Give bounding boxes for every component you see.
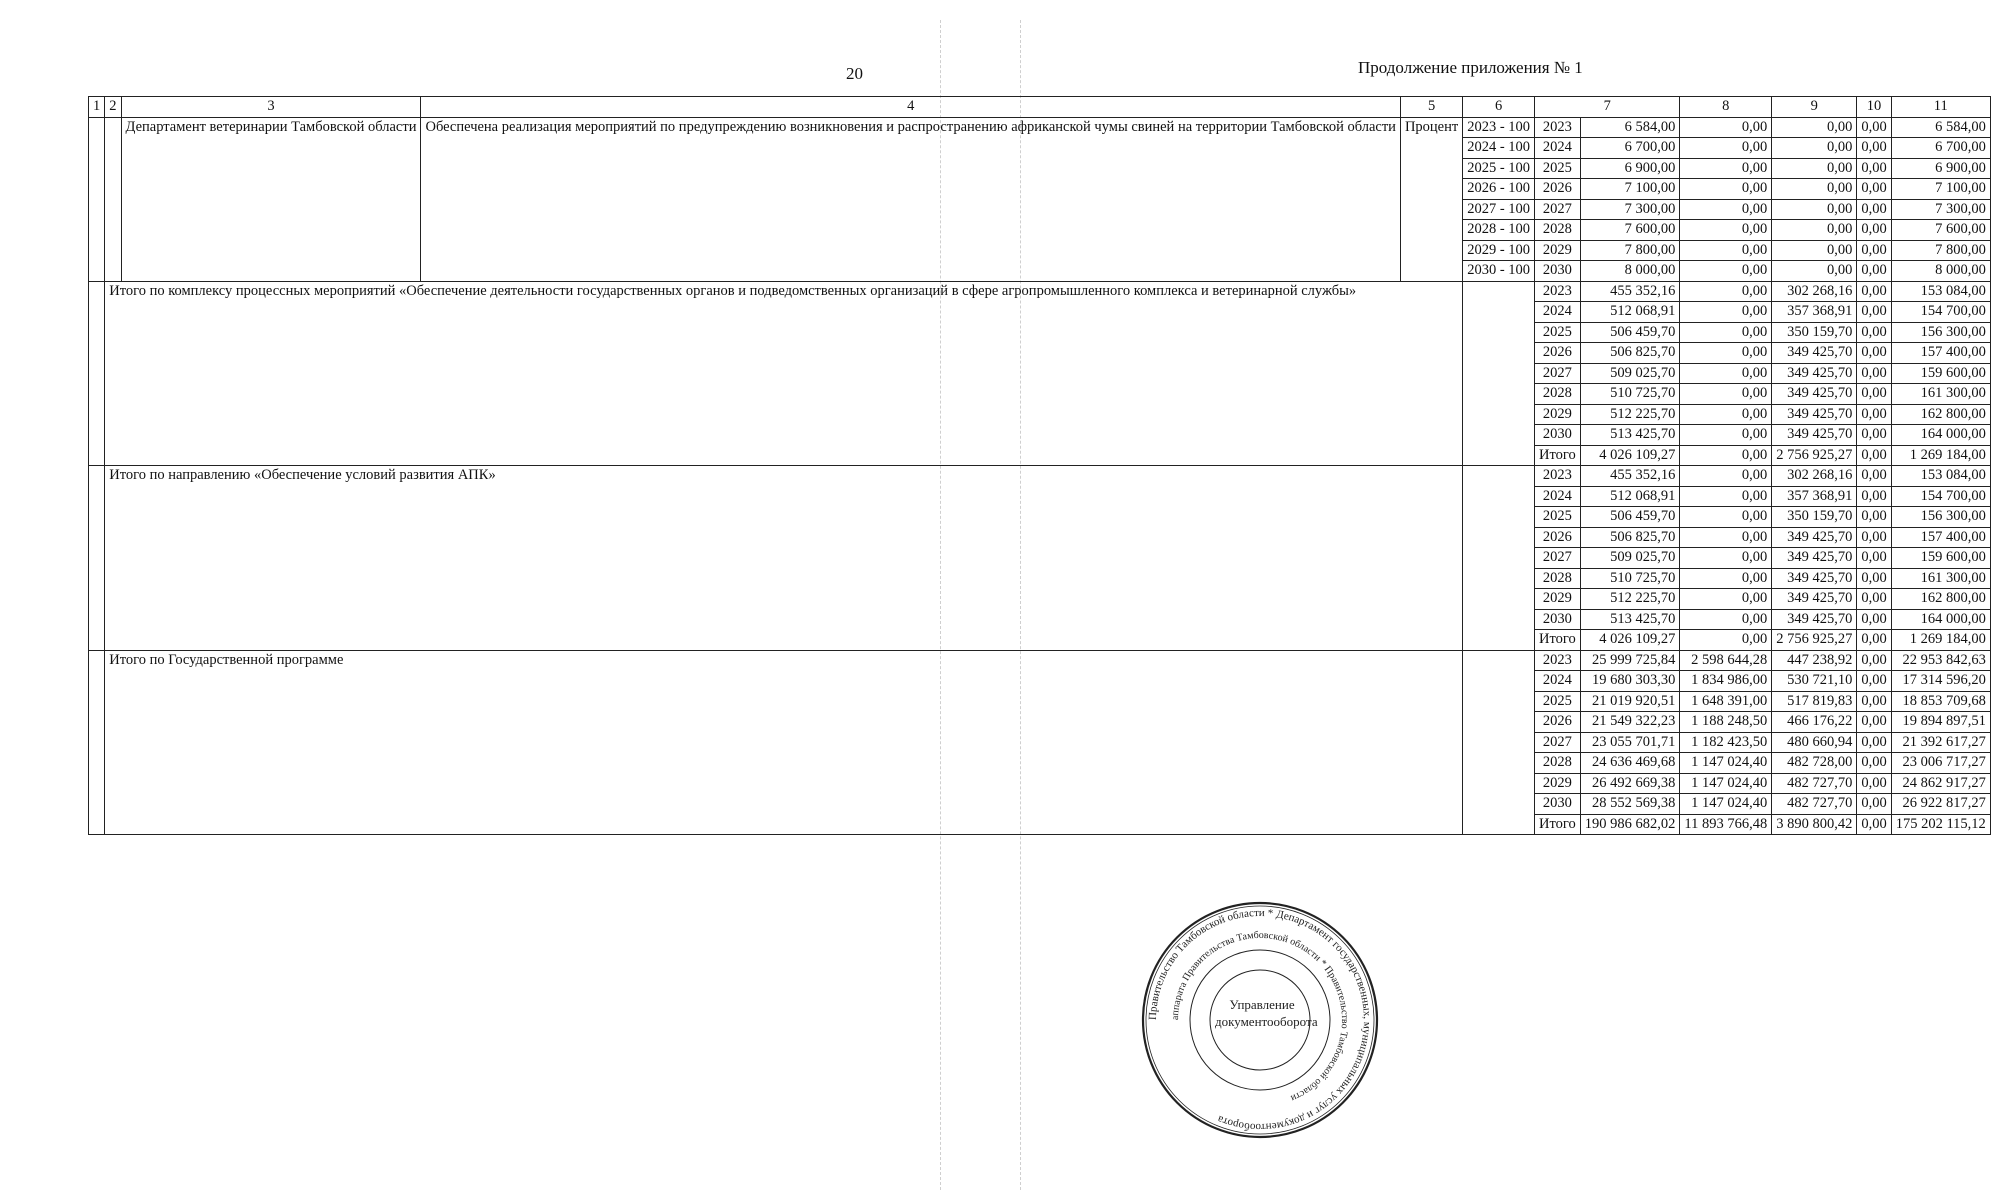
year-cell: 2024 bbox=[1535, 486, 1581, 507]
amount-cell: 482 727,70 bbox=[1772, 773, 1857, 794]
amount-cell: 0,00 bbox=[1680, 507, 1772, 528]
amount-cell: 0,00 bbox=[1857, 158, 1891, 179]
target-value: 2024 - 100 bbox=[1463, 138, 1535, 159]
amount-cell: 7 300,00 bbox=[1891, 199, 1990, 220]
column-number: 10 bbox=[1857, 97, 1891, 118]
table-row bbox=[89, 466, 1991, 487]
year-cell: 2029 bbox=[1535, 589, 1581, 610]
target-value: 2029 - 100 bbox=[1463, 240, 1535, 261]
amount-cell: 0,00 bbox=[1857, 527, 1891, 548]
cell-empty bbox=[1463, 281, 1535, 466]
measure-description: Обеспечена реализация мероприятий по предупреждению возникновения и распространению африканской чумы свиней на территории Тамбовской области bbox=[421, 117, 1400, 281]
table-row bbox=[89, 117, 1991, 138]
cell-empty bbox=[89, 466, 105, 651]
budget-table bbox=[88, 96, 1991, 835]
amount-cell: 0,00 bbox=[1680, 404, 1772, 425]
amount-cell: 530 721,10 bbox=[1772, 671, 1857, 692]
year-cell: 2026 bbox=[1535, 712, 1581, 733]
amount-cell: 0,00 bbox=[1857, 671, 1891, 692]
amount-cell: 0,00 bbox=[1680, 466, 1772, 487]
year-cell: 2027 bbox=[1535, 548, 1581, 569]
amount-cell: 0,00 bbox=[1857, 240, 1891, 261]
amount-cell: 0,00 bbox=[1857, 117, 1891, 138]
amount-cell: 0,00 bbox=[1772, 179, 1857, 200]
amount-cell: 0,00 bbox=[1857, 589, 1891, 610]
target-value: 2023 - 100 bbox=[1463, 117, 1535, 138]
year-cell: 2028 bbox=[1535, 384, 1581, 405]
amount-cell: 302 268,16 bbox=[1772, 466, 1857, 487]
amount-cell: 349 425,70 bbox=[1772, 363, 1857, 384]
cell-empty bbox=[105, 117, 121, 281]
amount-cell: 349 425,70 bbox=[1772, 609, 1857, 630]
year-cell: 2023 bbox=[1535, 281, 1581, 302]
amount-cell: 2 756 925,27 bbox=[1772, 445, 1857, 466]
target-value: 2030 - 100 bbox=[1463, 261, 1535, 282]
amount-cell: 0,00 bbox=[1857, 363, 1891, 384]
amount-cell: 6 584,00 bbox=[1580, 117, 1680, 138]
amount-cell: 510 725,70 bbox=[1580, 568, 1680, 589]
amount-cell: 482 728,00 bbox=[1772, 753, 1857, 774]
amount-cell: 466 176,22 bbox=[1772, 712, 1857, 733]
amount-cell: 0,00 bbox=[1857, 548, 1891, 569]
seal-line: документооборота bbox=[1215, 1014, 1318, 1029]
amount-cell: 517 819,83 bbox=[1772, 691, 1857, 712]
amount-cell: 6 900,00 bbox=[1580, 158, 1680, 179]
column-number: 6 bbox=[1463, 97, 1535, 118]
year-cell: 2025 bbox=[1535, 691, 1581, 712]
year-cell: 2030 bbox=[1535, 794, 1581, 815]
amount-cell: 2 598 644,28 bbox=[1680, 650, 1772, 671]
column-number-row bbox=[89, 97, 1991, 118]
year-cell: 2030 bbox=[1535, 261, 1581, 282]
total-label: Итого по комплексу процессных мероприятий «Обеспечение деятельности государственных органов и подведомственных организаций в сфере агропромышленного комплекса и ветеринарной службы» bbox=[105, 281, 1463, 466]
column-number: 7 bbox=[1535, 97, 1680, 118]
cell-empty bbox=[1463, 650, 1535, 835]
amount-cell: 0,00 bbox=[1857, 507, 1891, 528]
amount-cell: 164 000,00 bbox=[1891, 609, 1990, 630]
amount-cell: 0,00 bbox=[1772, 158, 1857, 179]
amount-cell: 156 300,00 bbox=[1891, 322, 1990, 343]
amount-cell: 0,00 bbox=[1680, 630, 1772, 651]
amount-cell: 0,00 bbox=[1680, 343, 1772, 364]
column-number: 3 bbox=[121, 97, 421, 118]
amount-cell: 0,00 bbox=[1857, 486, 1891, 507]
amount-cell: 0,00 bbox=[1680, 527, 1772, 548]
amount-cell: 26 492 669,38 bbox=[1580, 773, 1680, 794]
target-value: 2025 - 100 bbox=[1463, 158, 1535, 179]
amount-cell: 21 019 920,51 bbox=[1580, 691, 1680, 712]
amount-cell: 6 584,00 bbox=[1891, 117, 1990, 138]
year-cell: 2025 bbox=[1535, 158, 1581, 179]
amount-cell: 0,00 bbox=[1857, 753, 1891, 774]
amount-cell: 480 660,94 bbox=[1772, 732, 1857, 753]
amount-cell: 350 159,70 bbox=[1772, 507, 1857, 528]
cell-empty bbox=[89, 650, 105, 835]
amount-cell: 11 893 766,48 bbox=[1680, 814, 1772, 835]
amount-cell: 512 225,70 bbox=[1580, 404, 1680, 425]
amount-cell: 0,00 bbox=[1857, 794, 1891, 815]
amount-cell: 482 727,70 bbox=[1772, 794, 1857, 815]
amount-cell: 17 314 596,20 bbox=[1891, 671, 1990, 692]
amount-cell: 23 006 717,27 bbox=[1891, 753, 1990, 774]
amount-cell: 18 853 709,68 bbox=[1891, 691, 1990, 712]
amount-cell: 0,00 bbox=[1857, 445, 1891, 466]
year-cell: 2028 bbox=[1535, 753, 1581, 774]
amount-cell: 0,00 bbox=[1857, 404, 1891, 425]
year-cell: 2025 bbox=[1535, 322, 1581, 343]
target-value: 2027 - 100 bbox=[1463, 199, 1535, 220]
amount-cell: 157 400,00 bbox=[1891, 527, 1990, 548]
amount-cell: 0,00 bbox=[1680, 240, 1772, 261]
amount-cell: 0,00 bbox=[1857, 302, 1891, 323]
amount-cell: 162 800,00 bbox=[1891, 404, 1990, 425]
year-cell: 2024 bbox=[1535, 138, 1581, 159]
amount-cell: 0,00 bbox=[1680, 322, 1772, 343]
amount-cell: 1 269 184,00 bbox=[1891, 445, 1990, 466]
amount-cell: 0,00 bbox=[1680, 302, 1772, 323]
year-cell: 2023 bbox=[1535, 466, 1581, 487]
amount-cell: 154 700,00 bbox=[1891, 302, 1990, 323]
amount-cell: 28 552 569,38 bbox=[1580, 794, 1680, 815]
amount-cell: 23 055 701,71 bbox=[1580, 732, 1680, 753]
amount-cell: 0,00 bbox=[1857, 773, 1891, 794]
amount-cell: 0,00 bbox=[1680, 445, 1772, 466]
amount-cell: 349 425,70 bbox=[1772, 343, 1857, 364]
appendix-continuation-heading: Продолжение приложения № 1 bbox=[1358, 58, 1583, 77]
amount-cell: 0,00 bbox=[1857, 322, 1891, 343]
amount-cell: 0,00 bbox=[1857, 568, 1891, 589]
amount-cell: 0,00 bbox=[1772, 138, 1857, 159]
amount-cell: 8 000,00 bbox=[1580, 261, 1680, 282]
amount-cell: 350 159,70 bbox=[1772, 322, 1857, 343]
amount-cell: 0,00 bbox=[1857, 609, 1891, 630]
amount-cell: 19 894 897,51 bbox=[1891, 712, 1990, 733]
amount-cell: 0,00 bbox=[1680, 589, 1772, 610]
amount-cell: 0,00 bbox=[1857, 732, 1891, 753]
amount-cell: 349 425,70 bbox=[1772, 548, 1857, 569]
year-cell: 2029 bbox=[1535, 404, 1581, 425]
amount-cell: 349 425,70 bbox=[1772, 589, 1857, 610]
amount-cell: 153 084,00 bbox=[1891, 466, 1990, 487]
amount-cell: 0,00 bbox=[1680, 486, 1772, 507]
svg-text:Правительство Тамбовской облас: Правительство Тамбовской области * Департамент государственных, муниципальных услуг и документооборота bbox=[1146, 906, 1374, 1134]
column-number: 4 bbox=[421, 97, 1400, 118]
amount-cell: 159 600,00 bbox=[1891, 548, 1990, 569]
year-cell: Итого bbox=[1535, 445, 1581, 466]
year-cell: 2028 bbox=[1535, 568, 1581, 589]
amount-cell: 357 368,91 bbox=[1772, 302, 1857, 323]
amount-cell: 26 922 817,27 bbox=[1891, 794, 1990, 815]
amount-cell: 7 100,00 bbox=[1891, 179, 1990, 200]
amount-cell: 512 225,70 bbox=[1580, 589, 1680, 610]
cell-empty bbox=[89, 117, 105, 281]
year-cell: 2030 bbox=[1535, 425, 1581, 446]
amount-cell: 1 648 391,00 bbox=[1680, 691, 1772, 712]
amount-cell: 0,00 bbox=[1680, 548, 1772, 569]
amount-cell: 154 700,00 bbox=[1891, 486, 1990, 507]
amount-cell: 0,00 bbox=[1857, 712, 1891, 733]
year-cell: 2026 bbox=[1535, 179, 1581, 200]
amount-cell: 0,00 bbox=[1680, 568, 1772, 589]
svg-text:аппарата Правительства Тамбовс: аппарата Правительства Тамбовской области * Правительство Тамбовской области bbox=[1169, 929, 1351, 1104]
amount-cell: 7 800,00 bbox=[1891, 240, 1990, 261]
seal-line: Управление bbox=[1229, 997, 1295, 1012]
amount-cell: 349 425,70 bbox=[1772, 404, 1857, 425]
amount-cell: 509 025,70 bbox=[1580, 548, 1680, 569]
amount-cell: 0,00 bbox=[1857, 650, 1891, 671]
amount-cell: 455 352,16 bbox=[1580, 466, 1680, 487]
amount-cell: 153 084,00 bbox=[1891, 281, 1990, 302]
table-row bbox=[89, 281, 1991, 302]
amount-cell: 1 269 184,00 bbox=[1891, 630, 1990, 651]
amount-cell: 349 425,70 bbox=[1772, 425, 1857, 446]
total-label: Итого по Государственной программе bbox=[105, 650, 1463, 835]
amount-cell: 0,00 bbox=[1857, 630, 1891, 651]
target-value: 2026 - 100 bbox=[1463, 179, 1535, 200]
column-number: 5 bbox=[1400, 97, 1462, 118]
amount-cell: 0,00 bbox=[1857, 384, 1891, 405]
amount-cell: 0,00 bbox=[1680, 117, 1772, 138]
amount-cell: 0,00 bbox=[1680, 281, 1772, 302]
amount-cell: 0,00 bbox=[1857, 179, 1891, 200]
amount-cell: 1 147 024,40 bbox=[1680, 753, 1772, 774]
amount-cell: 0,00 bbox=[1857, 281, 1891, 302]
amount-cell: 0,00 bbox=[1772, 261, 1857, 282]
amount-cell: 0,00 bbox=[1680, 138, 1772, 159]
amount-cell: 512 068,91 bbox=[1580, 486, 1680, 507]
responsible-department: Департамент ветеринарии Тамбовской области bbox=[121, 117, 421, 281]
amount-cell: 156 300,00 bbox=[1891, 507, 1990, 528]
amount-cell: 159 600,00 bbox=[1891, 363, 1990, 384]
year-cell: 2027 bbox=[1535, 199, 1581, 220]
amount-cell: 0,00 bbox=[1680, 261, 1772, 282]
year-cell: 2023 bbox=[1535, 117, 1581, 138]
year-cell: 2027 bbox=[1535, 732, 1581, 753]
amount-cell: 0,00 bbox=[1857, 466, 1891, 487]
amount-cell: 164 000,00 bbox=[1891, 425, 1990, 446]
amount-cell: 510 725,70 bbox=[1580, 384, 1680, 405]
year-cell: 2030 bbox=[1535, 609, 1581, 630]
cell-empty bbox=[89, 281, 105, 466]
amount-cell: 349 425,70 bbox=[1772, 527, 1857, 548]
amount-cell: 7 300,00 bbox=[1580, 199, 1680, 220]
amount-cell: 8 000,00 bbox=[1891, 261, 1990, 282]
column-number: 1 bbox=[89, 97, 105, 118]
amount-cell: 1 188 248,50 bbox=[1680, 712, 1772, 733]
amount-cell: 0,00 bbox=[1857, 261, 1891, 282]
amount-cell: 7 600,00 bbox=[1891, 220, 1990, 241]
column-number: 8 bbox=[1680, 97, 1772, 118]
amount-cell: 4 026 109,27 bbox=[1580, 445, 1680, 466]
amount-cell: 19 680 303,30 bbox=[1580, 671, 1680, 692]
amount-cell: 0,00 bbox=[1772, 240, 1857, 261]
year-cell: 2025 bbox=[1535, 507, 1581, 528]
amount-cell: 0,00 bbox=[1680, 609, 1772, 630]
amount-cell: 0,00 bbox=[1857, 199, 1891, 220]
amount-cell: 1 834 986,00 bbox=[1680, 671, 1772, 692]
total-label: Итого по направлению «Обеспечение условий развития АПК» bbox=[105, 466, 1463, 651]
year-cell: 2027 bbox=[1535, 363, 1581, 384]
amount-cell: 357 368,91 bbox=[1772, 486, 1857, 507]
amount-cell: 161 300,00 bbox=[1891, 384, 1990, 405]
amount-cell: 7 600,00 bbox=[1580, 220, 1680, 241]
amount-cell: 0,00 bbox=[1680, 384, 1772, 405]
amount-cell: 0,00 bbox=[1680, 179, 1772, 200]
amount-cell: 25 999 725,84 bbox=[1580, 650, 1680, 671]
cell-empty bbox=[1463, 466, 1535, 651]
table-row bbox=[89, 650, 1991, 671]
amount-cell: 0,00 bbox=[1857, 220, 1891, 241]
amount-cell: 161 300,00 bbox=[1891, 568, 1990, 589]
amount-cell: 157 400,00 bbox=[1891, 343, 1990, 364]
target-value: 2028 - 100 bbox=[1463, 220, 1535, 241]
amount-cell: 0,00 bbox=[1680, 158, 1772, 179]
column-number: 2 bbox=[105, 97, 121, 118]
amount-cell: 24 862 917,27 bbox=[1891, 773, 1990, 794]
amount-cell: 506 459,70 bbox=[1580, 322, 1680, 343]
amount-cell: 506 825,70 bbox=[1580, 343, 1680, 364]
amount-cell: 0,00 bbox=[1680, 425, 1772, 446]
amount-cell: 2 756 925,27 bbox=[1772, 630, 1857, 651]
year-cell: 2024 bbox=[1535, 671, 1581, 692]
amount-cell: 0,00 bbox=[1772, 199, 1857, 220]
amount-cell: 1 147 024,40 bbox=[1680, 794, 1772, 815]
amount-cell: 21 549 322,23 bbox=[1580, 712, 1680, 733]
year-cell: 2026 bbox=[1535, 343, 1581, 364]
amount-cell: 190 986 682,02 bbox=[1580, 814, 1680, 835]
amount-cell: 0,00 bbox=[1772, 220, 1857, 241]
amount-cell: 162 800,00 bbox=[1891, 589, 1990, 610]
amount-cell: 24 636 469,68 bbox=[1580, 753, 1680, 774]
amount-cell: 512 068,91 bbox=[1580, 302, 1680, 323]
amount-cell: 455 352,16 bbox=[1580, 281, 1680, 302]
amount-cell: 6 700,00 bbox=[1891, 138, 1990, 159]
amount-cell: 506 825,70 bbox=[1580, 527, 1680, 548]
amount-cell: 0,00 bbox=[1857, 138, 1891, 159]
year-cell: Итого bbox=[1535, 630, 1581, 651]
amount-cell: 0,00 bbox=[1857, 343, 1891, 364]
amount-cell: 3 890 800,42 bbox=[1772, 814, 1857, 835]
amount-cell: 22 953 842,63 bbox=[1891, 650, 1990, 671]
column-number: 9 bbox=[1772, 97, 1857, 118]
year-cell: 2026 bbox=[1535, 527, 1581, 548]
year-cell: 2028 bbox=[1535, 220, 1581, 241]
amount-cell: 1 147 024,40 bbox=[1680, 773, 1772, 794]
year-cell: 2029 bbox=[1535, 240, 1581, 261]
seal-center-text bbox=[1215, 996, 1318, 1030]
amount-cell: 0,00 bbox=[1857, 814, 1891, 835]
year-cell: Итого bbox=[1535, 814, 1581, 835]
amount-cell: 513 425,70 bbox=[1580, 425, 1680, 446]
year-cell: 2024 bbox=[1535, 302, 1581, 323]
year-cell: 2029 bbox=[1535, 773, 1581, 794]
amount-cell: 6 700,00 bbox=[1580, 138, 1680, 159]
amount-cell: 175 202 115,12 bbox=[1891, 814, 1990, 835]
amount-cell: 21 392 617,27 bbox=[1891, 732, 1990, 753]
amount-cell: 447 238,92 bbox=[1772, 650, 1857, 671]
page-number: 20 bbox=[846, 64, 863, 83]
amount-cell: 349 425,70 bbox=[1772, 568, 1857, 589]
amount-cell: 0,00 bbox=[1857, 425, 1891, 446]
column-number: 11 bbox=[1891, 97, 1990, 118]
year-cell: 2023 bbox=[1535, 650, 1581, 671]
amount-cell: 302 268,16 bbox=[1772, 281, 1857, 302]
amount-cell: 506 459,70 bbox=[1580, 507, 1680, 528]
amount-cell: 4 026 109,27 bbox=[1580, 630, 1680, 651]
amount-cell: 6 900,00 bbox=[1891, 158, 1990, 179]
amount-cell: 0,00 bbox=[1680, 199, 1772, 220]
amount-cell: 349 425,70 bbox=[1772, 384, 1857, 405]
amount-cell: 0,00 bbox=[1772, 117, 1857, 138]
amount-cell: 0,00 bbox=[1857, 691, 1891, 712]
amount-cell: 513 425,70 bbox=[1580, 609, 1680, 630]
amount-cell: 1 182 423,50 bbox=[1680, 732, 1772, 753]
measure-unit: Процент bbox=[1400, 117, 1462, 281]
amount-cell: 0,00 bbox=[1680, 220, 1772, 241]
amount-cell: 7 100,00 bbox=[1580, 179, 1680, 200]
amount-cell: 0,00 bbox=[1680, 363, 1772, 384]
amount-cell: 7 800,00 bbox=[1580, 240, 1680, 261]
amount-cell: 509 025,70 bbox=[1580, 363, 1680, 384]
